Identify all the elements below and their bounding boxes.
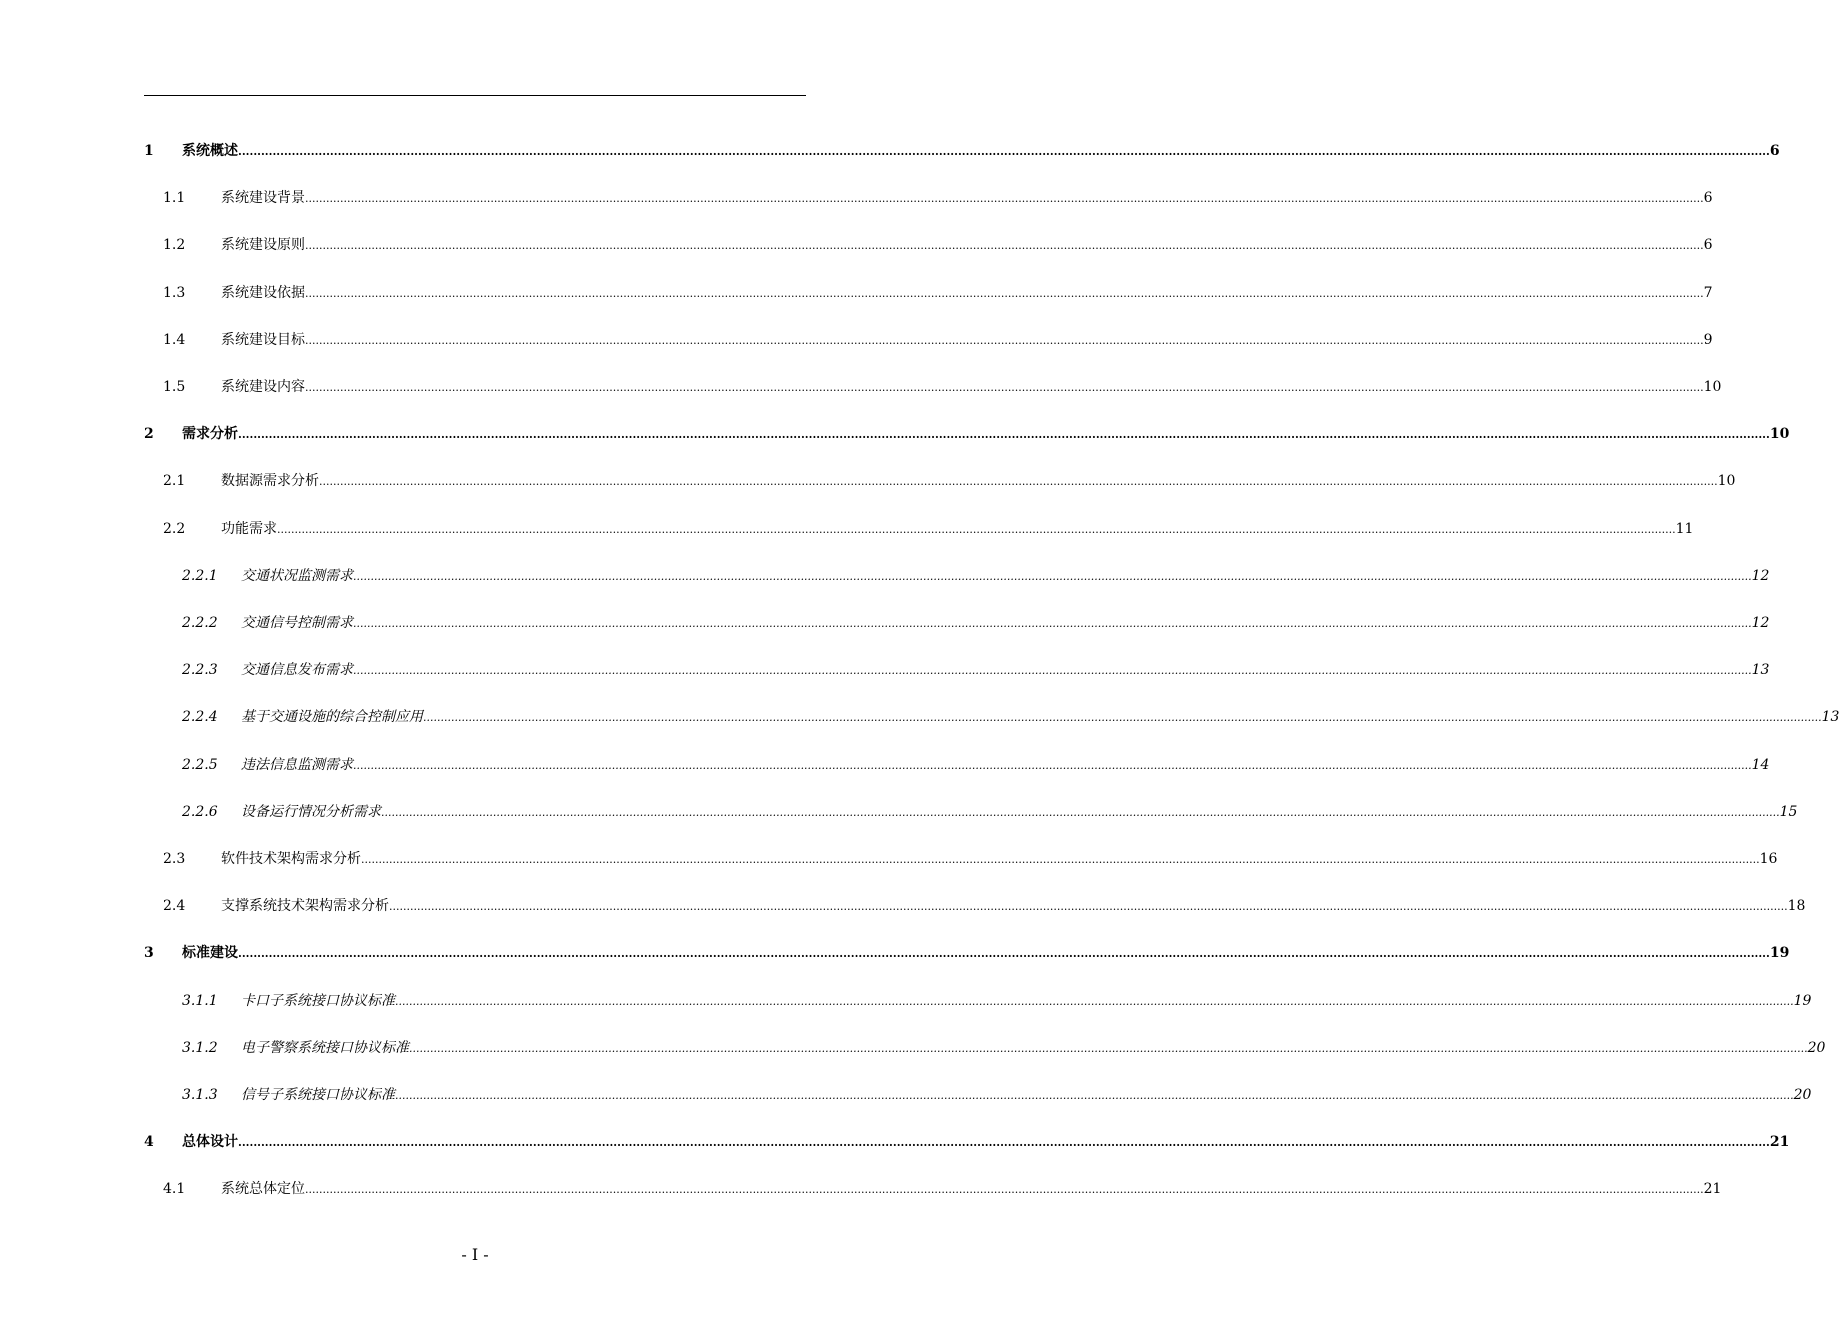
toc-entry-title: 基于交通设施的综合控制应用 [241, 709, 423, 726]
toc-entry[interactable] [0, 423, 1790, 445]
toc-entry-number: 3.1.3 [182, 1087, 218, 1103]
toc-leader-dots: ................................................................................................................................................................................................................................................................................................................................................................................................................ [389, 900, 1788, 914]
toc-entry-line [241, 565, 1770, 588]
toc-entry[interactable] [0, 234, 1713, 256]
toc-entry[interactable] [0, 140, 1780, 162]
toc-entry[interactable] [0, 565, 1770, 587]
toc-entry-number: 3.1.1 [182, 992, 218, 1009]
toc-entry-line [241, 801, 1798, 824]
toc-entry[interactable] [0, 706, 1839, 728]
toc-entry-number: 2.1 [163, 473, 186, 490]
toc-entry-page: 14 [1751, 756, 1770, 773]
toc-entry-title: 系统建设原则 [221, 237, 305, 254]
toc-entry[interactable] [0, 282, 1713, 304]
toc-leader-dots: ................................................................................................................................................................................................................................................................................................................................................................................................................ [353, 569, 1752, 583]
toc-entry-page: 15 [1779, 803, 1798, 820]
toc-entry-line [241, 706, 1839, 729]
toc-entry-line [221, 282, 1713, 305]
toc-entry-title: 设备运行情况分析需求 [241, 803, 381, 820]
toc-entry-title: 支撑系统技术架构需求分析 [221, 898, 389, 915]
toc-entry-line [182, 140, 1780, 163]
toc-entry-number: 3 [144, 945, 154, 962]
toc-entry-line [241, 990, 1812, 1013]
toc-entry-number: 2.2.4 [182, 709, 218, 726]
toc-entry-title: 交通信息发布需求 [241, 662, 353, 679]
toc-entry-number: 4.1 [163, 1181, 186, 1198]
toc-entry-title: 系统建设依据 [221, 284, 305, 301]
toc-leader-dots: ................................................................................................................................................................................................................................................................................................................................................................................................................ [319, 475, 1718, 489]
toc-entry-line [241, 1037, 1826, 1060]
toc-leader-dots: ................................................................................................................................................................................................................................................................................................................................................................................................................ [305, 381, 1704, 394]
toc-entry-number: 1 [144, 143, 154, 159]
toc-entry-line [182, 423, 1790, 446]
toc-entry-line [241, 1084, 1812, 1107]
toc-entry-page: 20 [1793, 1087, 1812, 1103]
toc-entry-number: 2.4 [163, 898, 186, 915]
toc-entry[interactable] [0, 990, 1812, 1012]
toc-entry-number: 2.2.2 [182, 615, 218, 631]
toc-entry[interactable] [0, 329, 1713, 351]
toc-entry[interactable] [0, 187, 1713, 209]
toc-entry[interactable] [0, 848, 1778, 870]
toc-entry-title: 系统建设目标 [221, 331, 305, 348]
toc-entry-page: 6 [1703, 237, 1713, 254]
page-footer: - I - [461, 1245, 489, 1264]
toc-entry[interactable] [0, 659, 1770, 681]
toc-entry-number: 2.3 [163, 851, 186, 867]
toc-entry-page: 21 [1703, 1181, 1722, 1198]
toc-entry-page: 13 [1751, 662, 1770, 679]
toc-entry-number: 2.2.6 [182, 803, 218, 820]
toc-entry-number: 2.2 [163, 520, 186, 537]
toc-entry-number: 1.5 [163, 379, 186, 395]
toc-leader-dots: ................................................................................................................................................................................................................................................................................................................................................................................................................ [353, 617, 1752, 630]
toc-entry-line [221, 1178, 1722, 1201]
toc-entry-page: 21 [1769, 1134, 1790, 1151]
toc-entry-title: 信号子系统接口协议标准 [241, 1087, 395, 1103]
toc-entry[interactable] [0, 1131, 1790, 1153]
toc-entry-page: 18 [1787, 898, 1806, 915]
toc-entry-line [221, 329, 1713, 352]
toc-entry-page: 9 [1703, 331, 1713, 348]
toc-entry[interactable] [0, 1037, 1826, 1059]
toc-entry-page: 19 [1769, 945, 1790, 962]
toc-leader-dots: ................................................................................................................................................................................................................................................................................................................................................................................................................ [395, 994, 1794, 1008]
toc-entry-number: 3.1.2 [182, 1039, 218, 1056]
toc-entry[interactable] [0, 895, 1806, 917]
toc-entry-number: 1.3 [163, 284, 186, 301]
toc-entry-number: 1.1 [163, 190, 186, 207]
toc-entry-title: 需求分析 [182, 426, 238, 443]
toc-entry-title: 数据源需求分析 [221, 473, 319, 490]
toc-entry-page: 12 [1751, 567, 1770, 584]
toc-entry-page: 7 [1703, 284, 1713, 301]
toc-entry-page: 6 [1703, 190, 1713, 207]
toc-entry-title: 标准建设 [182, 945, 238, 962]
toc-entry-page: 20 [1807, 1039, 1826, 1056]
toc-entry-page: 13 [1821, 709, 1839, 726]
toc-entry-line [221, 518, 1694, 541]
toc-leader-dots: ................................................................................................................................................................................................................................................................................................................................................................................................................ [353, 664, 1752, 678]
toc-entry-title: 卡口子系统接口协议标准 [241, 992, 395, 1009]
toc-leader-dots: ................................................................................................................................................................................................................................................................................................................................................................................................................ [361, 853, 1760, 866]
toc-entry-page: 10 [1769, 426, 1790, 443]
toc-entry-line [182, 1131, 1790, 1154]
toc-entry-number: 4 [144, 1134, 154, 1151]
toc-leader-dots: ................................................................................................................................................................................................................................................................................................................................................................................................................ [395, 1089, 1794, 1102]
toc-entry[interactable] [0, 942, 1790, 964]
toc-entry[interactable] [0, 376, 1722, 398]
toc-leader-dots: ................................................................................................................................................................................................................................................................................................................................................................................................................ [238, 1136, 1770, 1150]
toc-entry[interactable] [0, 1178, 1722, 1200]
toc-entry[interactable] [0, 754, 1770, 776]
toc-entry-page: 19 [1793, 992, 1812, 1009]
toc-entry-title: 违法信息监测需求 [241, 756, 353, 773]
toc-entry-line [241, 754, 1770, 777]
toc-entry-title: 功能需求 [221, 520, 277, 537]
toc-entry-page: 16 [1759, 851, 1778, 867]
toc-entry-title: 交通状况监测需求 [241, 567, 353, 584]
toc-leader-dots: ................................................................................................................................................................................................................................................................................................................................................................................................................ [305, 286, 1704, 300]
toc-leader-dots: ................................................................................................................................................................................................................................................................................................................................................................................................................ [305, 1183, 1704, 1197]
toc-entry-page: 10 [1717, 473, 1736, 490]
toc-leader-dots: ................................................................................................................................................................................................................................................................................................................................................................................................................ [423, 711, 1822, 725]
toc-entry-number: 1.4 [163, 331, 186, 348]
toc-entry-line [241, 612, 1770, 635]
toc-leader-dots: ................................................................................................................................................................................................................................................................................................................................................................................................................ [305, 192, 1704, 206]
toc-entry-page: 6 [1769, 143, 1780, 159]
toc-entry-line [241, 659, 1770, 682]
toc-entry-number: 1.2 [163, 237, 186, 254]
toc-entry-number: 2.2.1 [182, 567, 218, 584]
toc-leader-dots: ................................................................................................................................................................................................................................................................................................................................................................................................................ [238, 947, 1770, 961]
toc-entry-line [221, 848, 1778, 871]
toc-entry-title: 总体设计 [182, 1134, 238, 1151]
toc-entry-line [221, 470, 1736, 493]
toc-entry-line [221, 187, 1713, 210]
toc-entry-line [221, 895, 1806, 918]
toc-leader-dots: ................................................................................................................................................................................................................................................................................................................................................................................................................ [305, 333, 1704, 347]
toc-entry-number: 2.2.3 [182, 662, 218, 679]
toc-entry[interactable] [0, 801, 1798, 823]
toc-leader-dots: ................................................................................................................................................................................................................................................................................................................................................................................................................ [277, 522, 1676, 536]
toc-entry[interactable] [0, 470, 1736, 492]
toc-leader-dots: ................................................................................................................................................................................................................................................................................................................................................................................................................ [409, 1041, 1808, 1055]
toc-entry-title: 系统建设背景 [221, 190, 305, 207]
toc-leader-dots: ................................................................................................................................................................................................................................................................................................................................................................................................................ [381, 805, 1780, 819]
toc-entry-title: 系统概述 [182, 143, 238, 159]
toc-entry-page: 12 [1751, 615, 1770, 631]
toc-entry-number: 2.2.5 [182, 756, 218, 773]
toc-entry-number: 2 [144, 426, 154, 443]
toc-entry-line [182, 942, 1790, 965]
toc-entry-page: 10 [1703, 379, 1722, 395]
toc-entry-title: 软件技术架构需求分析 [221, 851, 361, 867]
toc-leader-dots: ................................................................................................................................................................................................................................................................................................................................................................................................................ [353, 758, 1752, 772]
toc-leader-dots: ................................................................................................................................................................................................................................................................................................................................................................................................................ [238, 145, 1770, 158]
toc-entry[interactable] [0, 1084, 1812, 1106]
header-rule [144, 95, 806, 96]
toc-leader-dots: ................................................................................................................................................................................................................................................................................................................................................................................................................ [305, 239, 1704, 253]
toc-entry[interactable] [0, 518, 1694, 540]
toc-entry-line [221, 234, 1713, 257]
toc-entry[interactable] [0, 612, 1770, 634]
toc-leader-dots: ................................................................................................................................................................................................................................................................................................................................................................................................................ [238, 428, 1770, 442]
toc-entry-title: 系统总体定位 [221, 1181, 305, 1198]
toc-entry-page: 11 [1675, 520, 1694, 537]
toc-entry-title: 交通信号控制需求 [241, 615, 353, 631]
toc-entry-line [221, 376, 1722, 399]
toc-entry-title: 系统建设内容 [221, 379, 305, 395]
toc-entry-title: 电子警察系统接口协议标准 [241, 1039, 409, 1056]
